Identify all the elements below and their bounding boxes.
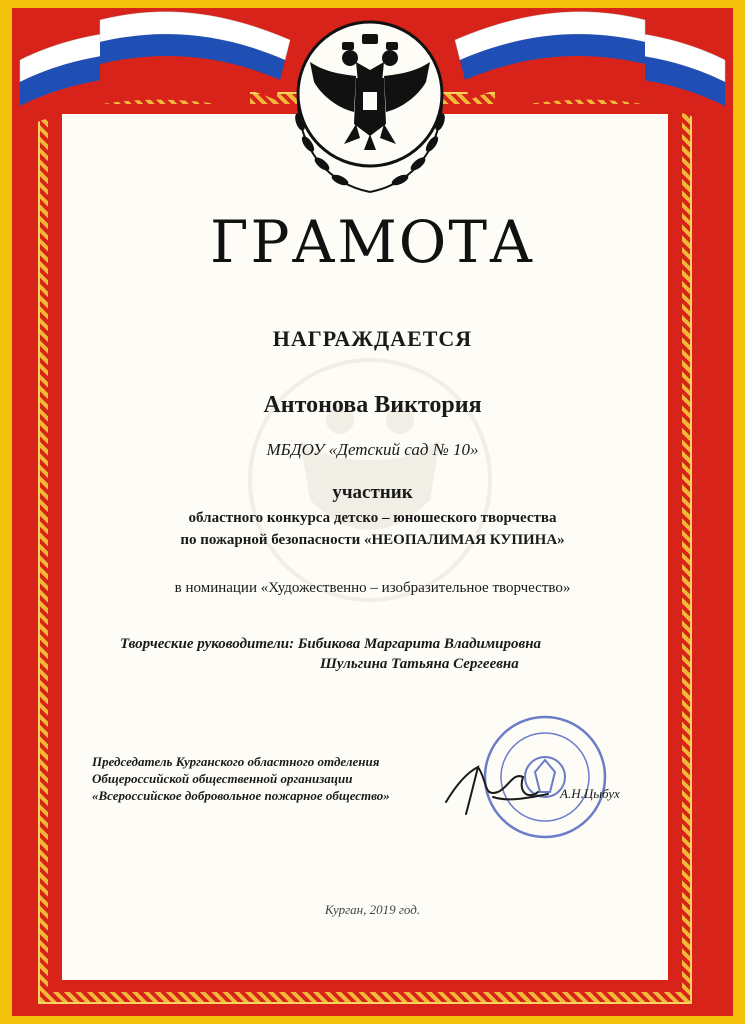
- awarded-heading: НАГРАЖДАЕТСЯ: [272, 326, 473, 351]
- creative-leaders-line-2: Шульгина Татьяна Сергеевна: [320, 656, 519, 672]
- nomination-text: в номинации «Художественно – изобразительное творчество»: [174, 580, 571, 596]
- contest-line-1: областного конкурса детско – юношеского творчества: [188, 510, 557, 526]
- chairman-line-1: Председатель Курганского областного отделения: [92, 754, 380, 769]
- participant-role: участник: [332, 482, 413, 503]
- double-headed-eagle-icon: [270, 12, 470, 202]
- contest-line-2: по пожарной безопасности «НЕОПАЛИМАЯ КУПИНА»: [180, 532, 565, 548]
- creative-leaders-line-1: Творческие руководители: Бибикова Маргарита Владимировна: [120, 636, 542, 652]
- chairman-line-2: Общероссийской общественной организации: [92, 771, 353, 786]
- chairman-line-3: «Всероссийское добровольное пожарное общество»: [92, 788, 390, 803]
- place-and-date: Курган, 2019 год.: [324, 902, 421, 917]
- certificate-title: ГРАМОТА: [210, 208, 535, 276]
- recipient-name: Антонова Виктория: [263, 392, 482, 418]
- signature: [438, 752, 568, 822]
- recipient-organization: МБДОУ «Детский сад № 10»: [266, 440, 479, 459]
- signer-name: А.Н.Цыбух: [560, 786, 620, 801]
